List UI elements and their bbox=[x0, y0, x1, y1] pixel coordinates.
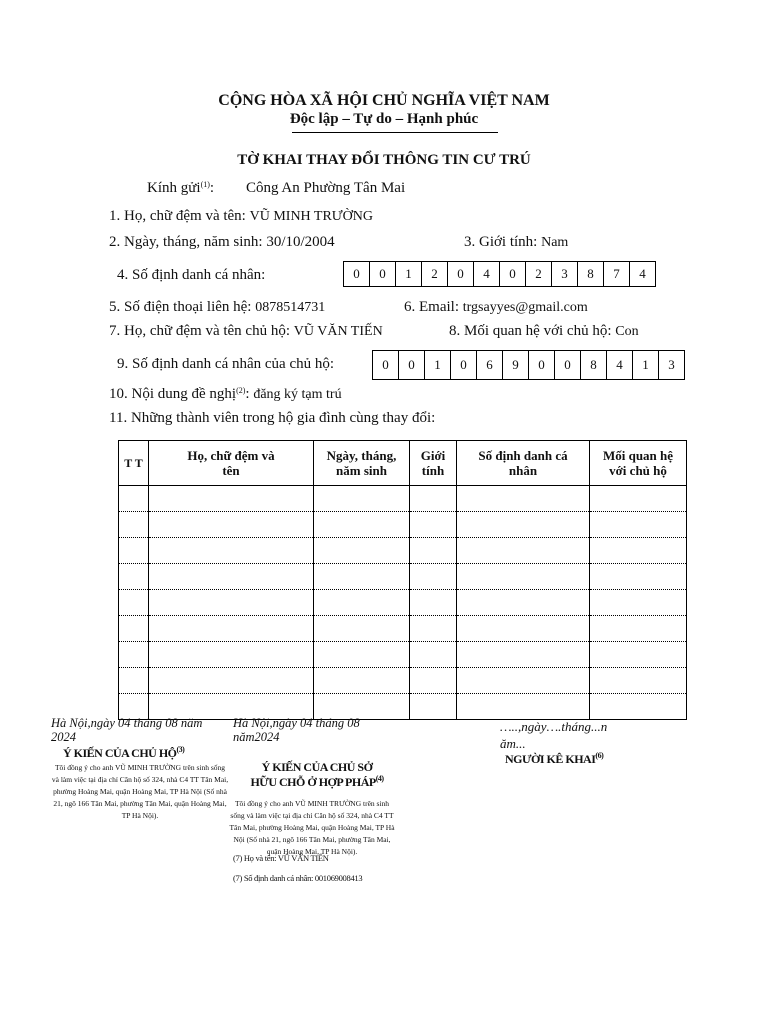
country-name: CỘNG HÒA XÃ HỘI CHỦ NGHĨA VIỆT NAM bbox=[218, 92, 550, 109]
id-digit: 2 bbox=[525, 261, 552, 287]
id-digit: 0 bbox=[447, 261, 474, 287]
col-header-tt: T T bbox=[119, 441, 149, 486]
table-row bbox=[119, 668, 687, 694]
owner-consent: Tôi đồng ý cho anh VŨ MINH TRƯỜNG trên sinh sống và làm việc tại địa chỉ Căn hộ số 324, nhà C4 TT Tân Mai, phường Hoàng Mai, quận Hoàng Mai, TP Hà Nội (Số nhà 21, ngõ 166 Tân Mai, phường Tân Mai, quận Hoàng Mai, TP Hà Nội). bbox=[229, 799, 395, 856]
request-value: đăng ký tạm trú bbox=[253, 387, 342, 402]
relation-field: 8. Mối quan hệ với chủ hộ: Con bbox=[449, 323, 639, 339]
id-digit: 0 bbox=[369, 261, 396, 287]
id-digit: 8 bbox=[577, 261, 604, 287]
owner-name: (7) Họ và tên: VŨ VĂN TIẾN bbox=[233, 853, 329, 863]
personal-id-boxes bbox=[343, 261, 656, 287]
personal-id-label: 4. Số định danh cá nhân: bbox=[117, 267, 266, 283]
recipient-value: Công An Phường Tân Mai bbox=[246, 180, 406, 196]
owner-id: (7) Số định danh cá nhân: 001069008413 bbox=[233, 873, 363, 883]
head-id-label: 9. Số định danh cá nhân của chủ hộ: bbox=[117, 356, 335, 372]
motto-underline bbox=[292, 132, 498, 133]
table-row bbox=[119, 538, 687, 564]
form-title: TỜ KHAI THAY ĐỔI THÔNG TIN CƯ TRÚ bbox=[237, 152, 531, 168]
id-digit: 4 bbox=[629, 261, 656, 287]
full-name-value: VŨ MINH TRƯỜNG bbox=[249, 209, 373, 224]
id-digit: 7 bbox=[603, 261, 630, 287]
head-id-digit: 6 bbox=[476, 350, 503, 380]
table-row bbox=[119, 642, 687, 668]
head-id-digit: 1 bbox=[632, 350, 659, 380]
recipient-label: Kính gửi$^{(1)}$: bbox=[147, 180, 215, 196]
id-digit: 2 bbox=[421, 261, 448, 287]
table-row bbox=[119, 512, 687, 538]
phone-value: 0878514731 bbox=[255, 300, 326, 315]
head-id-digit: 0 bbox=[450, 350, 477, 380]
owner-title: Ý KIẾN CỦA CHỦ SỞ HỮU CHỖ Ở HỢP PHÁP$^{(4)}$ bbox=[250, 760, 384, 789]
birth-date-field: 2. Ngày, tháng, năm sinh: 30/10/2004 bbox=[109, 234, 335, 250]
col-header-relation: Mối quan hệ với chủ hộ bbox=[590, 441, 687, 486]
declarant-title: NGƯỜI KÊ KHAI$^{(6)}$ bbox=[505, 751, 604, 766]
head-id-digit: 0 bbox=[528, 350, 555, 380]
full-name-field: 1. Họ, chữ đệm và tên: VŨ MINH TRƯỜNG bbox=[109, 208, 373, 224]
id-digit: 4 bbox=[473, 261, 500, 287]
head-id-digit: 4 bbox=[606, 350, 633, 380]
head-id-digit: 1 bbox=[424, 350, 451, 380]
head-id-digit: 3 bbox=[658, 350, 685, 380]
email-value: trgsayyes@gmail.com bbox=[462, 300, 588, 315]
col-header-gender: Giới tính bbox=[410, 441, 457, 486]
household-head-consent: Tôi đồng ý cho anh VŨ MINH TRƯỜNG trên sinh sống và làm việc tại địa chỉ Căn hộ số 324, nhà C4 TT Tân Mai, phường Hoàng Mai, quận Hoàng Mai, TP Hà Nội (Số nhà 21, ngõ 166 Tân Mai, phường Tân Mai, quận Hoàng Mai, TP Hà Nội). bbox=[51, 763, 229, 820]
head-id-digit: 8 bbox=[580, 350, 607, 380]
gender-value: Nam bbox=[541, 235, 569, 250]
table-row bbox=[119, 590, 687, 616]
national-motto: Độc lập – Tự do – Hạnh phúc bbox=[289, 111, 479, 127]
col-header-birth: Ngày, tháng, năm sinh bbox=[314, 441, 410, 486]
members-label: 11. Những thành viên trong hộ gia đình cùng thay đổi: bbox=[109, 410, 436, 426]
table-row bbox=[119, 564, 687, 590]
gender-field: 3. Giới tính: Nam bbox=[464, 234, 569, 250]
relation-value: Con bbox=[615, 324, 639, 339]
table-header-row bbox=[119, 441, 687, 486]
head-name-field: 7. Họ, chữ đệm và tên chủ hộ: VŨ VĂN TIẾN bbox=[109, 323, 383, 339]
table-row bbox=[119, 616, 687, 642]
id-digit: 0 bbox=[343, 261, 370, 287]
table-row bbox=[119, 486, 687, 512]
household-head-title: Ý KIẾN CỦA CHỦ HỘ$^{(3)}$ bbox=[63, 745, 185, 760]
head-id-digit: 0 bbox=[398, 350, 425, 380]
head-id-digit: 0 bbox=[554, 350, 581, 380]
owner-date: Hà Nội,ngày 04 tháng 08 năm2024 bbox=[233, 716, 360, 744]
declarant-date: …..,ngày….tháng...n ăm... bbox=[500, 719, 608, 751]
col-header-name: Họ, chữ đệm và tên bbox=[149, 441, 314, 486]
head-id-digit: 9 bbox=[502, 350, 529, 380]
head-name-value: VŨ VĂN TIẾN bbox=[293, 324, 383, 339]
id-digit: 3 bbox=[551, 261, 578, 287]
id-digit: 0 bbox=[499, 261, 526, 287]
head-id-boxes bbox=[372, 350, 685, 380]
phone-field: 5. Số điện thoại liên hệ: 0878514731 bbox=[109, 299, 326, 315]
email-field: 6. Email: trgsayyes@gmail.com bbox=[404, 299, 588, 315]
members-table bbox=[118, 440, 687, 720]
id-digit: 1 bbox=[395, 261, 422, 287]
col-header-id: Số định danh cá nhân bbox=[457, 441, 590, 486]
head-id-digit: 0 bbox=[372, 350, 399, 380]
household-head-date: Hà Nội,ngày 04 tháng 08 năm 2024 bbox=[51, 716, 203, 744]
birth-date-value: 30/10/2004 bbox=[266, 234, 335, 250]
request-field: 10. Nội dung đề nghị$^{(2)}$: đăng ký tạm trú bbox=[109, 386, 342, 402]
